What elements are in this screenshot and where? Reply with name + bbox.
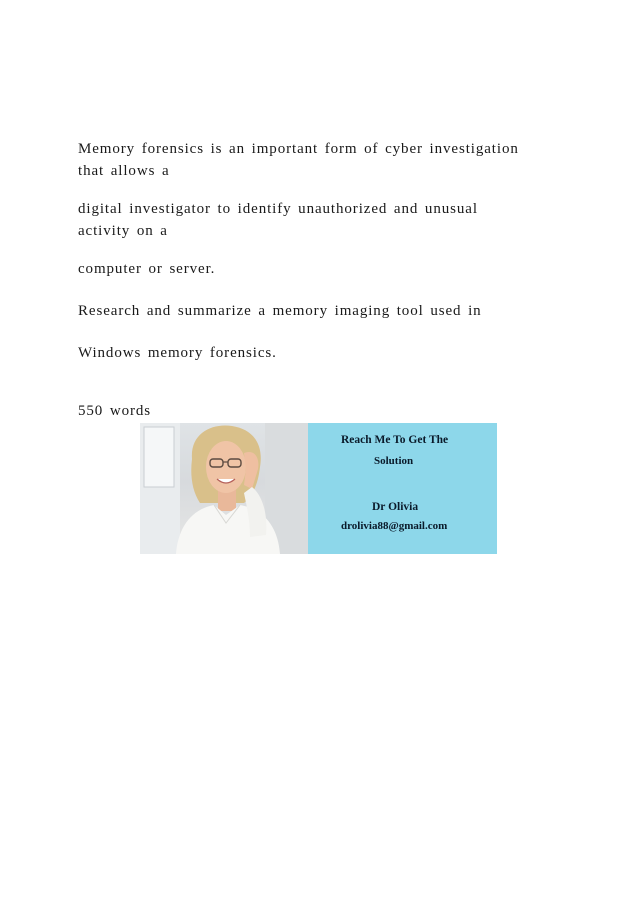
banner-subheading: Solution: [374, 455, 414, 467]
paragraph-line: digital investigator to identify unauthorized and unusual: [78, 201, 478, 217]
paragraph-line: computer or server.: [78, 261, 216, 277]
paragraph-line: activity on a: [78, 223, 168, 239]
contact-info-panel: [308, 423, 497, 554]
woman-photo: [140, 423, 308, 554]
paragraph-line: that allows a: [78, 163, 170, 179]
banner-heading: Reach Me To Get The: [341, 434, 449, 446]
contact-banner: [140, 423, 497, 554]
word-count: 550 words: [78, 403, 152, 419]
paragraph-line: Memory forensics is an important form of cyber investigation: [78, 141, 519, 157]
contact-email: drolivia88@gmail.com: [341, 520, 448, 532]
woman-photo-illustration: [140, 423, 308, 554]
paragraph-line: Windows memory forensics.: [78, 345, 277, 361]
paragraph-line: Research and summarize a memory imaging tool used in: [78, 303, 482, 319]
contact-name: Dr Olivia: [372, 501, 419, 513]
